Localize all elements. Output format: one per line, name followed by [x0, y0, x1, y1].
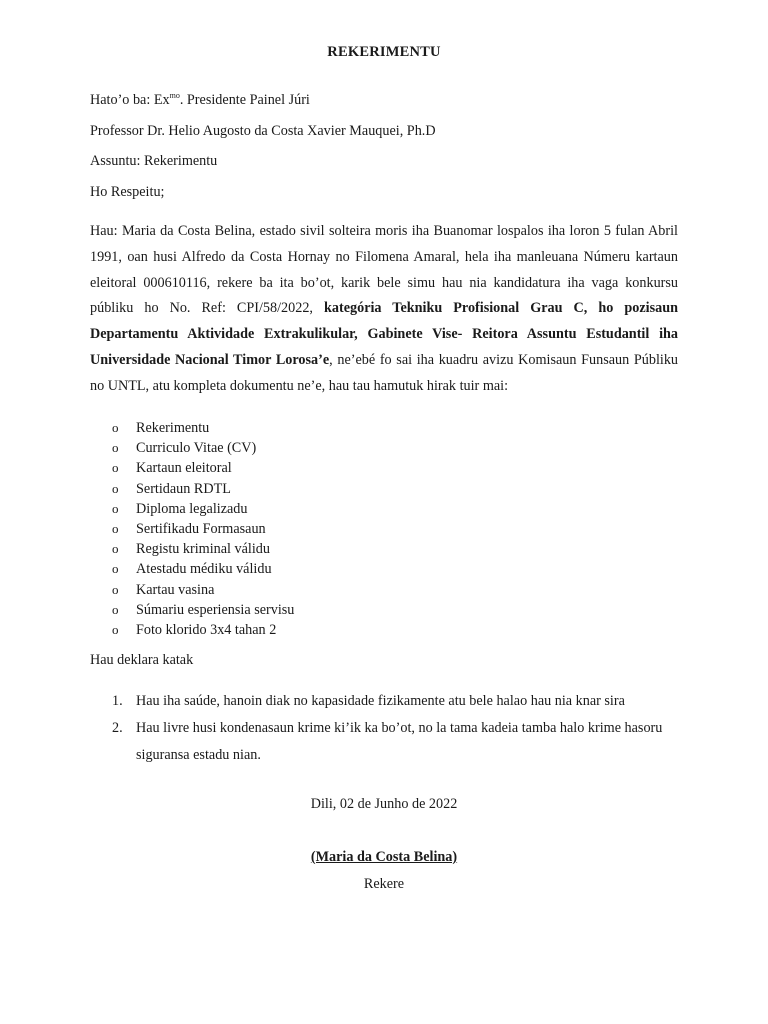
list-item	[112, 458, 294, 478]
list-item	[112, 620, 294, 640]
document-title: REKERIMENTU	[327, 44, 441, 60]
list-item-label: Foto klorido 3x4 tahan 2	[136, 621, 277, 638]
documents-list	[112, 418, 294, 640]
list-item-label: Súmariu esperiensia servisu	[136, 601, 295, 618]
list-item	[112, 539, 294, 559]
addressee-suffix: . Presidente Painel Júri	[179, 92, 310, 108]
bullet-icon: o	[112, 561, 119, 577]
bullet-icon: o	[112, 440, 119, 456]
declaration-item	[90, 715, 678, 769]
list-item	[112, 519, 294, 539]
list-item-label: Kartau vasina	[136, 581, 215, 598]
list-item-label: Registu kriminal válidu	[136, 541, 270, 558]
bullet-icon: o	[112, 420, 119, 435]
bullet-icon: o	[112, 581, 119, 597]
bullet-icon: o	[112, 460, 119, 476]
addressee-superscript: mo	[169, 91, 180, 100]
list-item	[112, 418, 294, 438]
bullet-icon: o	[112, 520, 119, 536]
list-item-label: Kartaun eleitoral	[136, 460, 232, 477]
declaration-item	[90, 688, 678, 715]
subject-line: Assuntu: Rekerimentu	[90, 153, 218, 169]
body-text-part1: Hau: Maria da Costa Belina, estado sivil solteira moris iha Buanomar lospalos iha loron 5 fulan Abril 1991, oan husi Alfredo da Costa Hornay no Filomena Amaral, hela iha manleuana Númeru kartaun eleitoral 000610116, rekere ba ita bo’ot, karik bele simu hau nia kandidatura iha vaga konkursu públiku ho No. Ref: CPI/58/2022,	[90, 223, 678, 317]
bullet-icon: o	[112, 500, 119, 516]
body-text-bold: kategória Tekniku Profisional Grau C, ho pozisaun Departamentu Aktividade Extrakulikular, Gabinete Vise- Reitora Assuntu Estudantil iha Universidade Nacional Timor Lorosa’e	[90, 300, 678, 368]
bullet-icon: o	[112, 541, 119, 557]
addressee-prefix: Hato’o ba: Ex	[90, 92, 170, 108]
list-item-label: Rekerimentu	[136, 420, 210, 436]
declaration-text: Hau livre husi kondenasaun krime ki’ik ka bo’ot, no la tama kadeia tamba halo krime hasoru siguransa estadu nian.	[136, 720, 663, 763]
list-item	[112, 479, 294, 499]
body-paragraph	[90, 219, 678, 400]
list-item	[112, 499, 294, 519]
professor-line: Professor Dr. Helio Augosto da Costa Xavier Mauquei, Ph.D	[90, 123, 436, 139]
list-item-label: Sertidaun RDTL	[136, 480, 231, 497]
declarations-list	[90, 688, 678, 769]
list-item-label: Curriculo Vitae (CV)	[136, 440, 257, 457]
date-line: Dili, 02 de Junho de 2022	[310, 796, 458, 812]
greeting-line: Ho Respeitu;	[90, 184, 165, 200]
list-item	[112, 580, 294, 600]
declaration-text: Hau iha saúde, hanoin diak no kapasidade fizikamente atu bele halao hau nia knar sira	[136, 693, 625, 709]
bullet-icon: o	[112, 480, 119, 496]
list-item-label: Diploma legalizadu	[136, 500, 248, 517]
declaration-number: 1.	[112, 693, 123, 709]
list-item	[112, 559, 294, 579]
declaration-intro: Hau deklara katak	[90, 652, 194, 668]
list-item	[112, 600, 294, 620]
signature-role: Rekere	[363, 876, 405, 892]
body-text-part2: , ne’ebé fo sai iha kuadru avizu Komisaun Funsaun Públiku no UNTL, atu kompleta dokumentu ne’e, hau tau hamutuk hirak tuir mai:	[90, 351, 679, 394]
list-item	[112, 438, 294, 458]
bullet-icon: o	[112, 621, 119, 637]
bullet-icon: o	[112, 601, 119, 617]
declaration-number: 2.	[112, 720, 123, 736]
list-item-label: Atestadu médiku válidu	[136, 561, 272, 578]
list-item-label: Sertifikadu Formasaun	[136, 520, 266, 537]
signature-name: (Maria da Costa Belina)	[310, 849, 458, 865]
addressee-line	[90, 92, 310, 109]
